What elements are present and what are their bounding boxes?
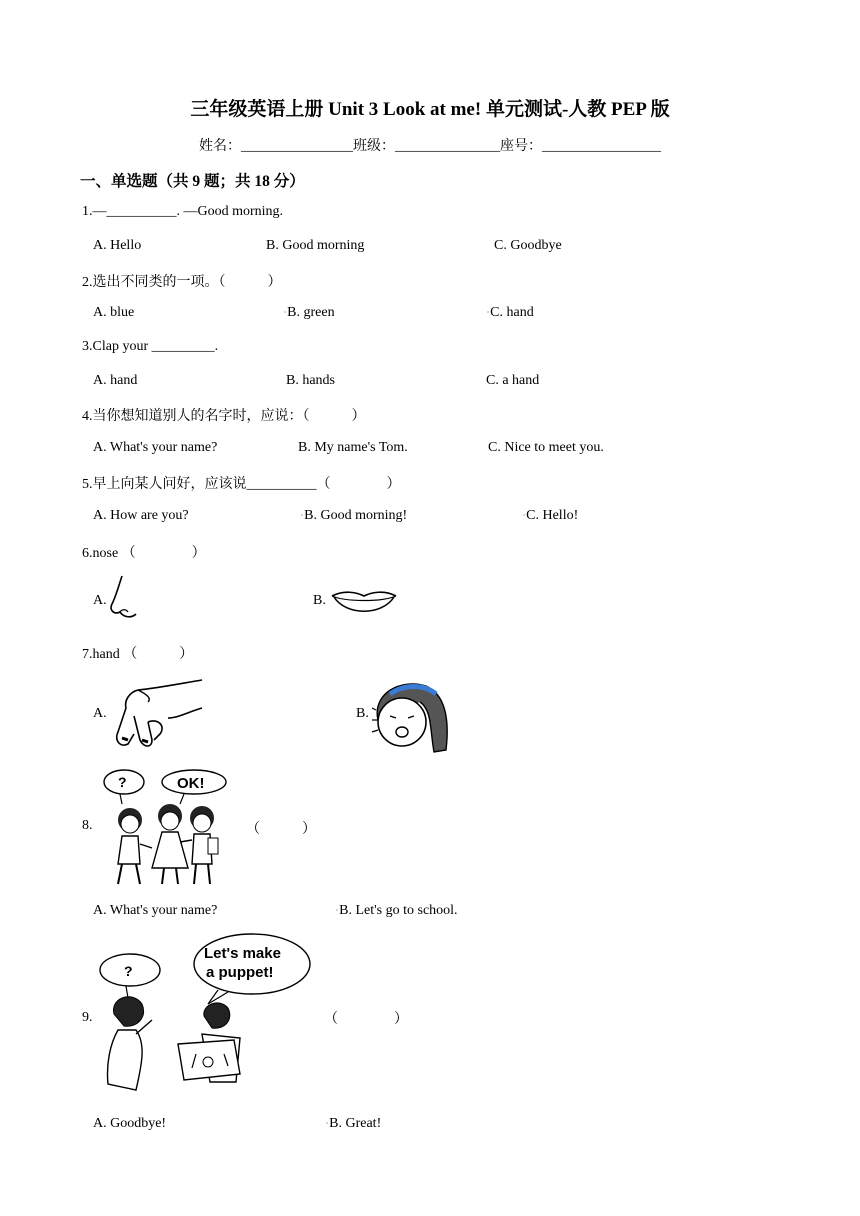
question-3-stem: 3.Clap your _________. [82,339,219,354]
question-8-paren: （ ） [246,822,316,837]
question-5-option-c: C. Hello! [526,508,579,523]
question-2-option-c: C. hand [490,305,534,320]
option-marker-icon: ▫ [301,512,304,519]
question-4-option-c[interactable]: C. Nice to meet you. [488,440,604,455]
page-title: 三年级英语上册 Unit 3 Look at me! 单元测试-人教 PEP 版 [190,99,670,120]
q9-bubble-question: ? [124,963,133,979]
question-1-stem: 1.—__________. —Good morning. [82,204,284,219]
question-8-stem: 8. [82,818,93,833]
girl-face-drawing [370,680,450,754]
question-2-option-b-wrap[interactable] [284,305,335,321]
question-6-option-a[interactable]: A. [93,593,107,608]
question-5-option-b-wrap[interactable] [301,508,407,524]
question-1-option-a[interactable]: A. Hello [93,238,142,253]
question-4-option-b[interactable]: B. My name's Tom. [298,440,408,455]
children-greeting-picture [100,768,230,888]
option-marker-icon: ▫ [284,309,287,316]
option-marker-icon: ▫ [487,309,490,316]
question-9-option-b-wrap[interactable] [326,1116,381,1132]
question-9-option-a[interactable]: A. Goodbye! [93,1116,167,1131]
question-1-option-c[interactable]: C. Goodbye [494,238,562,253]
question-9-option-b: B. Great! [329,1116,382,1131]
question-6-option-b[interactable]: B. [313,593,326,608]
section-heading: 一、单选题（共 9 题；共 18 分） [80,173,305,190]
nose-drawing [108,574,142,622]
question-8-option-a[interactable]: A. What's your name? [93,903,218,918]
question-2-option-a[interactable]: A. blue [93,305,135,320]
question-7-stem: 7.hand （ ） [82,647,194,662]
student-info-line: 姓名：________________班级：_______________座号：_________________ [199,139,661,154]
q9-bubble-line2: a puppet! [206,964,274,981]
question-9-paren: （ ） [324,1012,408,1027]
option-marker-icon: ▫ [326,1120,329,1127]
option-marker-icon: ▫ [336,907,339,914]
question-2-stem: 2.选出不同类的一项。（ ） [82,275,282,290]
question-2-option-c-wrap[interactable] [487,305,534,321]
question-7-option-a[interactable]: A. [93,706,107,721]
make-a-puppet-picture [96,934,312,1100]
question-8-option-b-wrap[interactable] [336,903,458,919]
question-6-stem: 6.nose （ ） [82,546,206,561]
mouth-drawing [330,586,398,620]
hand-drawing [108,678,204,750]
question-5-stem: 5.早上向某人问好，应该说__________（ ） [82,477,401,492]
question-8-option-b: B. Let's go to school. [339,903,458,918]
question-3-option-b[interactable]: B. hands [286,373,335,388]
question-5-option-c-wrap[interactable] [523,508,578,524]
question-7-option-b[interactable]: B. [356,706,369,721]
q8-bubble-ok: OK! [177,775,205,792]
question-9-stem: 9. [82,1010,93,1025]
question-3-option-a[interactable]: A. hand [93,373,138,388]
q9-bubble-line1: Let's make [204,945,281,962]
question-5-option-b: B. Good morning! [304,508,408,523]
question-4-option-a[interactable]: A. What's your name? [93,440,218,455]
q8-bubble-question: ? [118,774,127,790]
question-3-option-c[interactable]: C. a hand [486,373,540,388]
question-2-option-b: B. green [287,305,335,320]
question-1-option-b[interactable]: B. Good morning [266,238,365,253]
question-4-stem: 4.当你想知道别人的名字时，应说：（ ） [82,409,366,424]
question-5-option-a[interactable]: A. How are you? [93,508,189,523]
option-marker-icon: ▫ [523,512,526,519]
